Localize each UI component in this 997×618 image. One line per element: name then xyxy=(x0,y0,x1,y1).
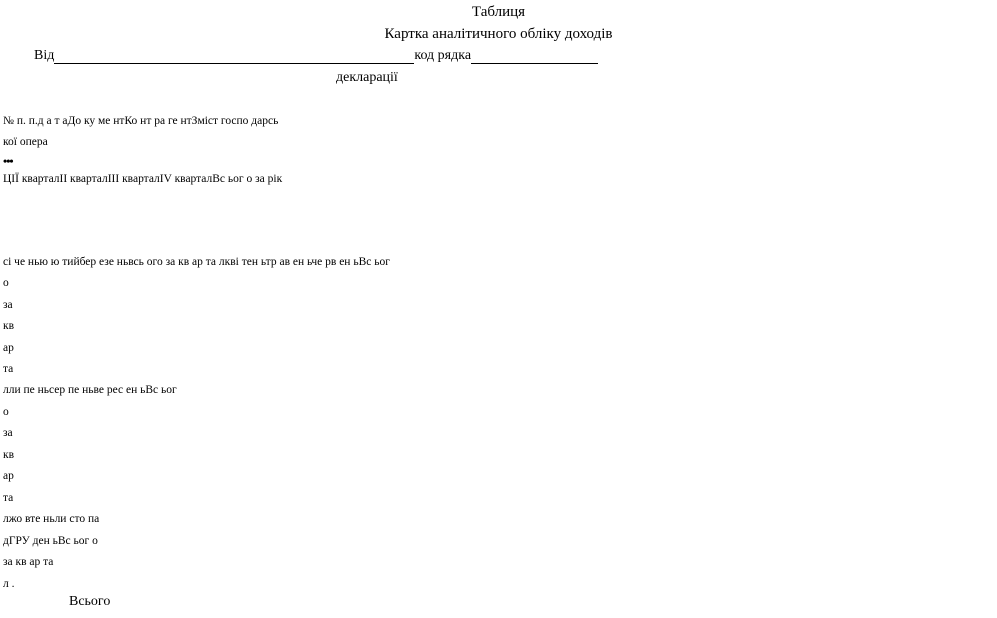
q1-months-row: сі че нью ю тийбер езе ньвсь ого за кв ар та лкві тен ьтр ав ен ьче рв ен ьВс ьог xyxy=(3,256,390,268)
q4-line-1: лжо вте ньли сто па xyxy=(3,513,100,525)
q1-tail-1: о xyxy=(3,277,9,289)
table-label: Таблиця xyxy=(471,4,526,20)
q4-line-4: л . xyxy=(3,578,15,590)
declaration-label: декларації xyxy=(336,70,398,85)
ellipsis-marker: ••• xyxy=(3,154,13,168)
q3-tail-2: за xyxy=(3,427,13,439)
q1-tail-5: та xyxy=(3,363,14,375)
document-title: Картка аналітичного обліку доходів xyxy=(384,26,613,42)
q3-tail-5: та xyxy=(3,492,14,504)
q4-line-2: дГРУ ден ьВс ьог о xyxy=(3,535,98,547)
q4-line-3: за кв ар та xyxy=(3,556,54,568)
q3-tail-1: о xyxy=(3,406,9,418)
from-label: Від xyxy=(34,48,55,63)
table-header-row-1: № п. п.д а т аДо ку ме нтКо нт ра ге нтЗміст госпо дарсь xyxy=(3,115,279,127)
table-header-quarters: ЦІЇ кварталІІ кварталІІІ кварталІV кварталВс ьог о за рік xyxy=(3,173,283,185)
from-underline xyxy=(54,49,414,64)
from-row xyxy=(34,48,598,64)
q3-months-row: лли пе ньсер пе ньве рес ен ьВс ьог xyxy=(3,384,177,396)
row-code-underline xyxy=(471,49,598,64)
row-code-label: код рядка xyxy=(414,48,472,63)
q1-tail-2: за xyxy=(3,299,13,311)
total-label: Всього xyxy=(69,594,111,609)
q1-tail-3: кв xyxy=(3,320,15,332)
q1-tail-4: ар xyxy=(3,342,14,354)
q3-tail-4: ар xyxy=(3,470,14,482)
table-header-row-2: кої опера xyxy=(3,136,48,148)
q3-tail-3: кв xyxy=(3,449,15,461)
